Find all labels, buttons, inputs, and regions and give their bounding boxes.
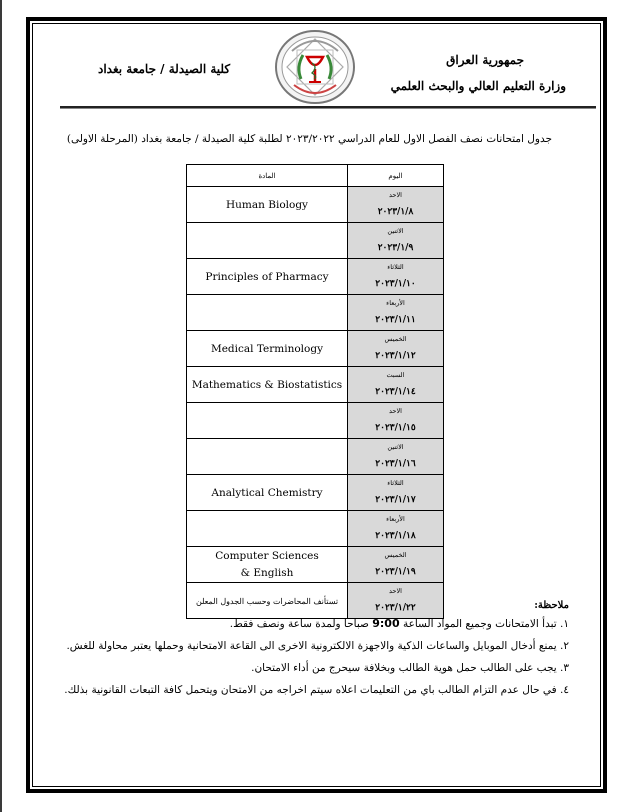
exam-date: ٢٠٢٣/١/١٩ — [375, 567, 416, 577]
note-item — [49, 635, 569, 657]
subject-cell — [187, 475, 348, 511]
seal-icon — [274, 29, 356, 105]
day-cell — [348, 367, 444, 403]
table-row — [187, 475, 444, 511]
note-item — [49, 613, 569, 635]
day-name: الثلاثاء — [387, 263, 404, 271]
exam-date: ٢٠٢٣/١/٩ — [377, 243, 414, 253]
table-header-row — [187, 165, 444, 187]
note-item — [49, 657, 569, 679]
table-row — [187, 295, 444, 331]
subject-name: & English — [240, 567, 294, 579]
subject-name: تستأنف المحاضرات وحسب الجدول المعلن — [195, 597, 339, 606]
subject-cell — [187, 403, 348, 439]
day-cell — [348, 439, 444, 475]
table-row — [187, 547, 444, 583]
day-cell — [348, 223, 444, 259]
note-text: ٢. يمنع أدخال الموبايل والساعات الذكية والاجهزة الالكترونية الاخرى الى القاعة الامتحانية وحملها يعتبر محاولة للغش. — [66, 640, 569, 652]
day-cell — [348, 511, 444, 547]
subject-cell — [187, 295, 348, 331]
exam-date: ٢٠٢٣/١/١٤ — [375, 387, 416, 397]
note-item — [49, 679, 569, 701]
exam-date: ٢٠٢٣/١/١١ — [375, 315, 416, 325]
subject-cell — [187, 331, 348, 367]
subject-cell — [187, 259, 348, 295]
note-text: ٣. يجب على الطالب حمل هوية الطالب وبخلافة سيحرج من أداء الامتحان. — [251, 662, 569, 674]
day-cell — [348, 331, 444, 367]
day-name: الاثنين — [387, 443, 404, 451]
notes-heading: ملاحظة: — [534, 600, 569, 611]
schedule-title: جدول امتحانات نصف الفصل الاول للعام الدراسي ٢٠٢٣/٢٠٢٢ لطلبة كلية الصيدلة / جامعة بغداد (المرحلة الاولى) — [66, 133, 552, 145]
header-subject: المادة — [187, 165, 348, 187]
subject-name: Human Biology — [226, 199, 308, 211]
subject-cell — [187, 187, 348, 223]
notes-section — [49, 600, 569, 701]
header-day: اليوم — [348, 165, 444, 187]
day-name: الخميس — [384, 335, 407, 343]
subject-name: Computer Sciences — [215, 550, 319, 562]
day-name: الاثنين — [387, 227, 404, 235]
exam-date: ٢٠٢٣/١/١٠ — [375, 279, 416, 289]
subject-cell — [187, 511, 348, 547]
exam-schedule-table — [186, 164, 444, 619]
day-name: الاحد — [389, 407, 402, 415]
window-edge — [0, 0, 2, 812]
table-row — [187, 403, 444, 439]
college-name: كلية الصيدلة / جامعة بغداد — [98, 62, 231, 76]
note-text: ٤. في حال عدم التزام الطالب باي من التعليمات اعلاه سيتم اخراجه من الامتحان ويتحمل كافة التبعات القانونية بذلك. — [64, 684, 569, 696]
table-row — [187, 439, 444, 475]
day-name: الثلاثاء — [387, 479, 404, 487]
subject-cell — [187, 367, 348, 403]
header-institution — [391, 52, 566, 94]
table-row — [187, 331, 444, 367]
table-row — [187, 511, 444, 547]
ministry-name: وزارة التعليم العالي والبحث العلمي — [390, 79, 566, 93]
day-cell — [348, 187, 444, 223]
subject-cell — [187, 547, 348, 583]
subject-cell — [187, 223, 348, 259]
subject-name: Analytical Chemistry — [211, 487, 323, 499]
subject-cell — [187, 439, 348, 475]
note-text-suffix: صباحا ولمدة ساعة ونصف فقط. — [229, 618, 373, 630]
note-text: ١. تبدأ الامتحانات وجميع المواد الساعة — [399, 618, 569, 630]
table-row — [187, 259, 444, 295]
day-name: الخميس — [384, 551, 407, 559]
table-row — [187, 223, 444, 259]
exam-start-time: 9:00 — [372, 617, 400, 630]
table-row — [187, 367, 444, 403]
day-name: الاحد — [389, 191, 402, 199]
exam-date: ٢٠٢٣/١/١٨ — [375, 531, 416, 541]
exam-date: ٢٠٢٣/١/١٥ — [375, 423, 416, 433]
subject-name: Medical Terminology — [210, 343, 324, 355]
table-row — [187, 187, 444, 223]
day-cell — [348, 475, 444, 511]
exam-date: ٢٠٢٣/١/٨ — [377, 207, 414, 217]
day-name: السبت — [386, 371, 405, 379]
day-cell — [348, 259, 444, 295]
subject-name: Mathematics & Biostatistics — [191, 379, 343, 391]
subject-name: Principles of Pharmacy — [205, 271, 329, 283]
country-name: جمهورية العراق — [446, 53, 524, 67]
exam-date: ٢٠٢٣/١/١٢ — [375, 351, 416, 361]
header-divider — [60, 106, 596, 108]
day-name: الاحد — [389, 587, 402, 595]
day-name: الأربعاء — [386, 515, 405, 523]
exam-date: ٢٠٢٣/١/٢٢ — [375, 603, 416, 613]
day-cell — [348, 403, 444, 439]
day-name: الأربعاء — [386, 299, 405, 307]
exam-date: ٢٠٢٣/١/١٦ — [375, 459, 416, 469]
day-cell — [348, 295, 444, 331]
day-cell — [348, 547, 444, 583]
college-seal-logo — [274, 29, 356, 105]
exam-date: ٢٠٢٣/١/١٧ — [375, 495, 416, 505]
